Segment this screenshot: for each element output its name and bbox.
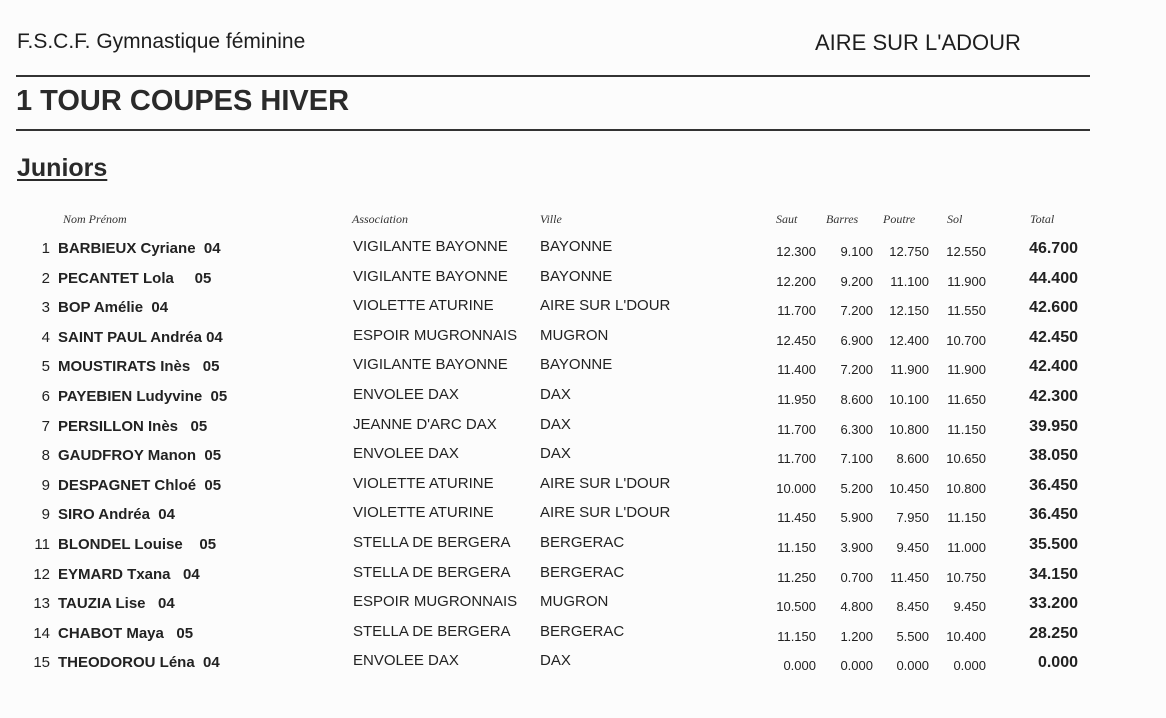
city-cell: DAX	[540, 415, 571, 433]
rank-cell: 5	[41, 358, 50, 376]
category-heading: Juniors	[17, 154, 108, 182]
barres-score: 5.200	[840, 480, 873, 496]
table-row	[0, 532, 1166, 561]
barres-score: 6.900	[840, 332, 873, 348]
sol-score: 11.900	[947, 362, 986, 378]
sol-score: 10.400	[946, 628, 986, 644]
table-row	[0, 384, 1166, 413]
association-cell: ENVOLEE DAX	[353, 386, 459, 403]
total-score: 36.450	[1029, 506, 1078, 524]
saut-score: 0.000	[783, 658, 816, 674]
barres-score: 9.200	[840, 273, 873, 289]
total-score: 35.500	[1029, 536, 1078, 553]
sol-score: 10.650	[946, 451, 986, 467]
association-cell: VIOLETTE ATURINE	[353, 504, 494, 522]
barres-score: 7.100	[840, 451, 873, 467]
saut-score: 11.150	[777, 628, 816, 644]
city-cell: MUGRON	[540, 593, 609, 611]
name-cell: PAYEBIEN Ludyvine 05	[58, 388, 228, 405]
poutre-score: 12.750	[889, 244, 929, 259]
table-row	[0, 621, 1166, 650]
total-score: 28.250	[1029, 624, 1078, 642]
sol-score: 0.000	[953, 658, 986, 674]
sol-score: 10.750	[946, 569, 986, 585]
barres-score: 3.900	[840, 540, 873, 555]
table-row	[0, 295, 1166, 324]
city-cell: BAYONNE	[540, 267, 613, 285]
rank-cell: 4	[41, 328, 50, 346]
name-cell: EYMARD Txana 04	[58, 565, 200, 583]
header-rule	[16, 75, 1090, 77]
table-row	[0, 414, 1166, 443]
saut-score: 11.700	[777, 303, 816, 319]
saut-score: 12.450	[776, 332, 816, 348]
total-score: 44.400	[1029, 269, 1078, 287]
poutre-score: 8.450	[896, 599, 929, 615]
poutre-score: 9.450	[896, 540, 929, 555]
rank-cell: 12	[33, 565, 50, 583]
poutre-score: 10.800	[889, 421, 929, 437]
rank-cell: 11	[34, 536, 50, 553]
total-score: 42.400	[1029, 358, 1078, 376]
association-cell: ENVOLEE DAX	[353, 652, 459, 670]
city-cell: BERGERAC	[540, 622, 625, 640]
city-cell: DAX	[540, 652, 571, 670]
rank-cell: 3	[41, 299, 50, 317]
city-cell: MUGRON	[540, 326, 609, 344]
association-cell: VIGILANTE BAYONNE	[353, 238, 508, 255]
saut-score: 12.300	[776, 244, 816, 259]
poutre-score: 8.600	[896, 451, 929, 467]
name-cell: DESPAGNET Chloé 05	[58, 476, 222, 494]
saut-score: 10.000	[776, 480, 816, 496]
association-cell: JEANNE D'ARC DAX	[353, 415, 497, 433]
saut-score: 11.700	[777, 421, 816, 437]
sol-score: 11.900	[947, 273, 986, 289]
table-row	[0, 562, 1166, 591]
saut-score: 11.150	[777, 540, 816, 555]
total-score: 36.450	[1029, 476, 1078, 494]
rank-cell: 1	[41, 240, 50, 257]
name-cell: THEODOROU Léna 04	[58, 654, 220, 672]
city-cell: BERGERAC	[540, 534, 625, 551]
rank-cell: 9	[41, 506, 50, 524]
barres-score: 8.600	[840, 392, 873, 407]
city-cell: AIRE SUR L'DOUR	[540, 474, 671, 492]
saut-score: 11.700	[777, 451, 816, 467]
sol-score: 12.550	[946, 244, 986, 259]
poutre-score: 12.400	[889, 332, 929, 348]
city-cell: AIRE SUR L'DOUR	[540, 504, 671, 522]
total-score: 38.050	[1029, 447, 1078, 465]
rank-cell: 9	[41, 476, 50, 494]
federation-label: F.S.C.F. Gymnastique féminine	[17, 30, 306, 53]
city-cell: DAX	[540, 386, 571, 403]
name-cell: BARBIEUX Cyriane 04	[58, 240, 221, 257]
table-row	[0, 236, 1166, 265]
total-score: 33.200	[1029, 595, 1078, 613]
association-cell: VIGILANTE BAYONNE	[353, 267, 508, 285]
association-cell: ENVOLEE DAX	[353, 445, 459, 463]
total-score: 42.450	[1029, 328, 1078, 346]
poutre-score: 7.950	[896, 510, 929, 526]
barres-score: 7.200	[840, 303, 873, 319]
poutre-score: 0.000	[896, 658, 929, 674]
competition-title: 1 TOUR COUPES HIVER	[16, 85, 350, 117]
rank-cell: 15	[33, 654, 50, 672]
saut-score: 11.950	[777, 392, 816, 407]
name-cell: SIRO Andréa 04	[58, 506, 175, 524]
poutre-score: 10.450	[889, 480, 929, 496]
table-row	[0, 443, 1166, 472]
rank-cell: 7	[41, 417, 50, 435]
rank-cell: 14	[33, 624, 50, 642]
col-header-sol: Sol	[947, 212, 963, 226]
saut-score: 12.200	[776, 273, 816, 289]
city-cell: BERGERAC	[540, 563, 625, 581]
table-row	[0, 502, 1166, 531]
sol-score: 11.150	[947, 421, 986, 437]
col-header-name: Nom Prénom	[63, 212, 127, 226]
barres-score: 7.200	[840, 362, 873, 378]
sol-score: 9.450	[953, 599, 986, 615]
table-row	[0, 591, 1166, 620]
city-cell: AIRE SUR L'DOUR	[540, 297, 671, 315]
name-cell: PECANTET Lola 05	[58, 269, 212, 287]
sol-score: 10.700	[946, 332, 986, 348]
city-cell: DAX	[540, 445, 571, 463]
poutre-score: 5.500	[896, 628, 929, 644]
col-header-total: Total	[1030, 212, 1055, 226]
association-cell: STELLA DE BERGERA	[353, 534, 511, 551]
total-score: 42.600	[1029, 299, 1078, 317]
name-cell: BOP Amélie 04	[58, 299, 169, 317]
association-cell: VIGILANTE BAYONNE	[353, 356, 508, 374]
saut-score: 11.250	[777, 569, 816, 585]
total-score: 34.150	[1029, 565, 1078, 583]
location-label: AIRE SUR L'ADOUR	[815, 30, 1021, 55]
name-cell: SAINT PAUL Andréa 04	[58, 328, 223, 346]
barres-score: 9.100	[840, 244, 873, 259]
barres-score: 0.000	[840, 658, 873, 674]
poutre-score: 11.900	[890, 362, 929, 378]
association-cell: VIOLETTE ATURINE	[353, 474, 494, 492]
barres-score: 5.900	[840, 510, 873, 526]
col-header-city: Ville	[540, 212, 562, 226]
saut-score: 11.450	[777, 510, 816, 526]
barres-score: 6.300	[840, 421, 873, 437]
total-score: 46.700	[1029, 240, 1078, 257]
rank-cell: 6	[41, 388, 50, 405]
barres-score: 1.200	[840, 628, 873, 644]
city-cell: BAYONNE	[540, 356, 613, 374]
poutre-score: 10.100	[889, 392, 929, 407]
name-cell: PERSILLON Inès 05	[58, 417, 208, 435]
saut-score: 11.400	[777, 362, 816, 378]
name-cell: BLONDEL Louise 05	[58, 536, 217, 553]
saut-score: 10.500	[776, 599, 816, 615]
sol-score: 11.650	[947, 392, 986, 407]
city-cell: BAYONNE	[540, 238, 613, 255]
name-cell: GAUDFROY Manon 05	[58, 447, 222, 465]
association-cell: ESPOIR MUGRONNAIS	[353, 326, 518, 344]
col-header-saut: Saut	[776, 212, 798, 226]
rank-cell: 8	[41, 447, 50, 465]
name-cell: CHABOT Maya 05	[58, 624, 194, 642]
table-row	[0, 266, 1166, 295]
association-cell: STELLA DE BERGERA	[353, 563, 511, 581]
sol-score: 11.000	[947, 540, 986, 555]
association-cell: ESPOIR MUGRONNAIS	[353, 593, 518, 611]
rank-cell: 13	[33, 595, 50, 613]
poutre-score: 11.450	[890, 569, 929, 585]
table-row	[0, 650, 1166, 679]
association-cell: VIOLETTE ATURINE	[353, 297, 494, 315]
name-cell: MOUSTIRATS Inès 05	[58, 358, 220, 376]
table-row	[0, 354, 1166, 383]
col-header-association: Association	[352, 212, 408, 226]
association-cell: STELLA DE BERGERA	[353, 622, 511, 640]
poutre-score: 11.100	[890, 273, 929, 289]
sol-score: 11.550	[947, 303, 986, 319]
col-header-barres: Barres	[826, 212, 859, 226]
name-cell: TAUZIA Lise 04	[58, 595, 175, 613]
barres-score: 4.800	[840, 599, 873, 615]
total-score: 39.950	[1029, 417, 1078, 435]
table-row	[0, 473, 1166, 502]
sol-score: 10.800	[946, 480, 986, 496]
poutre-score: 12.150	[889, 303, 929, 319]
table-row	[0, 325, 1166, 354]
sol-score: 11.150	[947, 510, 986, 526]
col-header-poutre: Poutre	[883, 212, 916, 226]
title-rule	[16, 129, 1090, 131]
barres-score: 0.700	[840, 569, 873, 585]
total-score: 42.300	[1029, 388, 1078, 405]
total-score: 0.000	[1037, 654, 1078, 672]
rank-cell: 2	[41, 269, 50, 287]
